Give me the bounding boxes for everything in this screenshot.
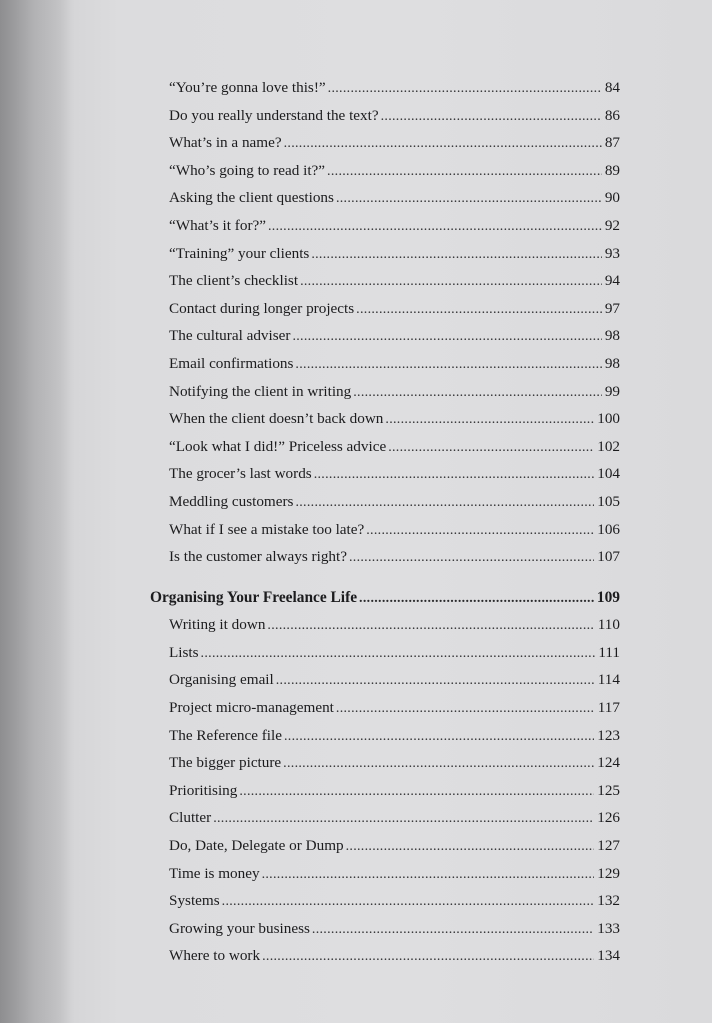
dot-leader — [328, 74, 602, 103]
dot-leader — [336, 694, 595, 723]
toc-entry — [150, 240, 620, 268]
toc-entry-title: Writing it down — [169, 616, 266, 634]
toc-entry-title: When the client doesn’t back down — [169, 410, 384, 428]
toc-entry-title: “Training” your clients — [169, 244, 310, 262]
table-of-contents — [150, 74, 620, 970]
toc-entry-title: “You’re gonna love this!” — [169, 79, 326, 96]
toc-entry-title: The Reference file — [169, 726, 282, 744]
toc-entry — [150, 860, 620, 888]
dot-leader — [284, 129, 602, 158]
dot-leader — [311, 240, 601, 269]
dot-leader — [267, 611, 594, 640]
toc-entry — [150, 405, 620, 433]
dot-leader — [356, 295, 602, 324]
toc-entry-page-number: 100 — [597, 410, 620, 428]
dot-leader — [213, 804, 594, 833]
dot-leader — [262, 942, 594, 971]
toc-entry-page-number: 105 — [597, 492, 620, 510]
toc-entry-page-number: 114 — [597, 671, 620, 689]
toc-entry-title: Prioritising — [169, 781, 238, 799]
toc-entry-page-number: 104 — [597, 465, 620, 483]
toc-entry-page-number: 110 — [597, 616, 620, 634]
toc-entry — [150, 543, 620, 571]
toc-entry-page-number: 123 — [597, 726, 620, 744]
toc-entry-title: “What’s it for?” — [169, 216, 266, 234]
dot-leader — [222, 887, 595, 916]
toc-entry-page-number: 124 — [597, 754, 620, 772]
toc-entry — [150, 433, 620, 461]
toc-entry — [150, 804, 620, 832]
toc-entry — [150, 516, 620, 544]
chapter-heading — [150, 584, 620, 612]
toc-entry-title: Contact during longer projects — [169, 299, 355, 317]
toc-entry-page-number: 97 — [604, 299, 620, 317]
toc-entry — [150, 322, 620, 350]
toc-entry-page-number: 125 — [597, 781, 620, 799]
chapter-title: Organising Your Freelance Life — [150, 588, 358, 606]
toc-entry — [150, 722, 620, 750]
toc-entry — [150, 212, 620, 240]
toc-entry-title: Project micro-management — [169, 699, 334, 717]
dot-leader — [314, 460, 595, 489]
toc-entry-title: Where to work — [169, 947, 261, 965]
toc-entry-title: What’s in a name? — [169, 134, 282, 152]
toc-entry-title: The client’s checklist — [169, 272, 299, 290]
toc-entry — [150, 184, 620, 212]
toc-entry — [150, 749, 620, 777]
toc-entry — [150, 887, 620, 915]
toc-entry-page-number: 134 — [597, 947, 620, 965]
dot-leader — [388, 433, 594, 462]
toc-entry-page-number: 94 — [604, 272, 620, 290]
toc-entry — [150, 157, 620, 185]
dot-leader — [312, 915, 594, 944]
toc-entry — [150, 129, 620, 157]
toc-entry-title: The grocer’s last words — [169, 465, 312, 483]
toc-entry-title: The bigger picture — [169, 754, 282, 772]
dot-leader — [327, 157, 602, 186]
dot-leader — [385, 405, 594, 434]
toc-entry-page-number: 126 — [597, 809, 620, 827]
toc-entry-title: Meddling customers — [169, 492, 294, 510]
toc-entry-page-number: 106 — [597, 520, 620, 538]
toc-entry-title: Time is money — [169, 864, 260, 882]
toc-entry-page-number: 107 — [597, 548, 620, 566]
toc-entry — [150, 694, 620, 722]
toc-entry — [150, 611, 620, 639]
dot-leader — [366, 516, 594, 545]
toc-entry-page-number: 132 — [597, 892, 620, 910]
toc-entry-title: Organising email — [169, 671, 274, 689]
dot-leader — [295, 488, 594, 517]
toc-entry-page-number: 86 — [604, 106, 620, 124]
toc-entry-title: Asking the client questions — [169, 189, 334, 207]
toc-entry-title: The cultural adviser — [169, 327, 291, 345]
dot-leader — [295, 350, 601, 379]
dot-leader — [346, 832, 595, 861]
toc-entry — [150, 74, 620, 102]
toc-entry-page-number: 133 — [597, 919, 620, 937]
section-entry-list — [150, 74, 620, 571]
dot-leader — [381, 102, 602, 131]
toc-entry — [150, 350, 620, 378]
toc-entry-page-number: 129 — [597, 864, 620, 882]
toc-entry — [150, 267, 620, 295]
toc-entry-page-number: 127 — [597, 837, 620, 855]
chapter-entry-list — [150, 611, 620, 970]
toc-entry — [150, 460, 620, 488]
toc-entry-page-number: 111 — [598, 643, 620, 661]
toc-entry-page-number: 93 — [604, 244, 620, 262]
toc-entry — [150, 488, 620, 516]
toc-entry-title: “Who’s going to read it?” — [169, 161, 326, 179]
toc-entry-title: What if I see a mistake too late? — [169, 520, 365, 538]
toc-entry-page-number: 98 — [604, 354, 620, 372]
dot-leader — [201, 639, 596, 668]
toc-entry — [150, 777, 620, 805]
toc-entry — [150, 639, 620, 667]
dot-leader — [262, 860, 595, 889]
toc-entry-title: “Look what I did!” Priceless advice — [169, 437, 387, 455]
dot-leader — [336, 184, 602, 213]
toc-entry-title: Do you really understand the text? — [169, 106, 379, 124]
toc-entry-page-number: 90 — [604, 189, 620, 207]
toc-entry — [150, 295, 620, 323]
toc-entry-title: Clutter — [169, 809, 212, 827]
toc-entry — [150, 666, 620, 694]
toc-entry — [150, 102, 620, 130]
dot-leader — [300, 267, 602, 296]
dot-leader — [283, 749, 594, 778]
toc-entry-page-number: 92 — [604, 216, 620, 234]
toc-entry-title: Growing your business — [169, 919, 310, 937]
dot-leader — [359, 584, 594, 613]
dot-leader — [292, 322, 601, 351]
toc-entry — [150, 942, 620, 970]
dot-leader — [276, 666, 595, 695]
toc-entry-title: Is the customer always right? — [169, 548, 347, 566]
dot-leader — [268, 212, 602, 241]
toc-entry-title: Email confirmations — [169, 354, 294, 372]
toc-entry-title: Do, Date, Delegate or Dump — [169, 837, 344, 855]
toc-entry — [150, 915, 620, 943]
toc-entry-page-number: 87 — [604, 134, 620, 152]
toc-entry — [150, 378, 620, 406]
toc-entry-page-number: 99 — [604, 382, 620, 400]
dot-leader — [284, 722, 594, 751]
toc-entry — [150, 832, 620, 860]
dot-leader — [239, 777, 594, 806]
dot-leader — [349, 543, 594, 572]
toc-entry-page-number: 89 — [604, 161, 620, 179]
toc-entry-page-number: 102 — [597, 437, 620, 455]
toc-entry-page-number: 98 — [604, 327, 620, 345]
toc-entry-title: Lists — [169, 643, 199, 661]
toc-entry-page-number: 117 — [597, 699, 620, 717]
spine-shadow — [0, 0, 70, 1023]
toc-entry-title: Systems — [169, 892, 220, 910]
chapter-page-number: 109 — [596, 588, 620, 606]
toc-entry-title: Notifying the client in writing — [169, 382, 352, 400]
dot-leader — [353, 378, 602, 407]
toc-entry-page-number: 84 — [604, 79, 620, 96]
